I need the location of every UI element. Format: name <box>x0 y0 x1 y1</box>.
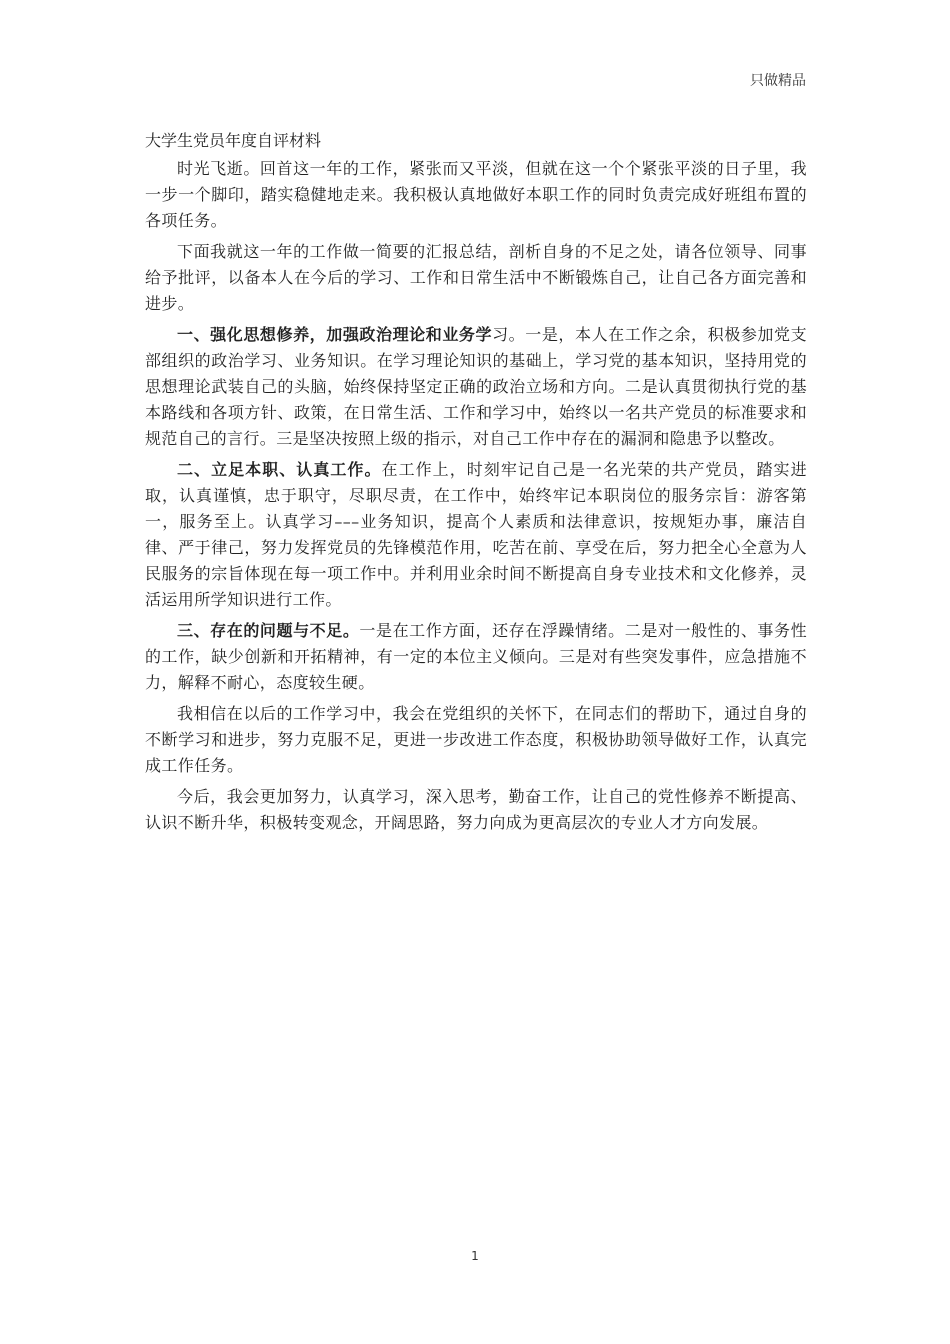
paragraph-2 <box>145 239 807 317</box>
paragraph-1 <box>145 156 807 234</box>
paragraph-text: 一是在工作方面，还存在浮躁情绪。二是对一般性的、事务性的工作，缺少创新和开拓精神，有一定的本位主义倾向。三是对有些突发事件，应急措施不力，解释不耐心，态度较生硬。 <box>145 621 807 692</box>
paragraph-text: 今后，我会更加努力，认真学习，深入思考，勤奋工作，让自己的党性修养不断提高、认识不断升华，积极转变观念，开阔思路，努力向成为更高层次的专业人才方向发展。 <box>145 787 807 832</box>
paragraph-5 <box>145 618 807 696</box>
document-title: 大学生党员年度自评材料 <box>145 131 322 150</box>
paragraph-text: 在工作上，时刻牢记自己是一名光荣的共产党员，踏实进取，认真谨慎，忠于职守，尽职尽责，在工作中，始终牢记本职岗位的服务宗旨：游客第一，服务至上。认真学习–––业务知识，提高个人素质和法律意识，按规矩办事，廉洁自律、严于律己，努力发挥党员的先锋模范作用，吃苦在前、享受在后，努力把全心全意为人民服务的宗旨体现在每一项工作中。并利用业余时间不断提高自身专业技术和文化修养，灵活运用所学知识进行工作。 <box>145 460 807 609</box>
paragraph-7 <box>145 784 807 836</box>
section-heading-3: 三、存在的问题与不足。 <box>177 621 360 640</box>
paragraph-text: 时光飞逝。回首这一年的工作，紧张而又平淡，但就在这一个个紧张平淡的日子里，我一步一个脚印，踏实稳健地走来。我积极认真地做好本职工作的同时负责完成好班组布置的各项任务。 <box>145 159 807 230</box>
paragraph-3 <box>145 322 807 452</box>
header-note: 只做精品 <box>750 73 806 89</box>
paragraph-4 <box>145 457 807 613</box>
section-heading-1: 一、强化思想修养，加强政治理论和业务学 <box>177 325 493 344</box>
document-body <box>145 128 807 841</box>
page-number: 1 <box>471 1249 479 1263</box>
paragraph-text: 习。一是，本人在工作之余，积极参加党支部组织的政治学习、业务知识。在学习理论知识的基础上，学习党的基本知识，坚持用党的思想理论武装自己的头脑，始终保持坚定正确的政治立场和方向。二是认真贯彻执行党的基本路线和各项方针、政策，在日常生活、工作和学习中，始终以一名共产党员的标准要求和规范自己的言行。三是坚决按照上级的指示，对自己工作中存在的漏洞和隐患予以整改。 <box>145 325 807 448</box>
section-heading-2: 二、立足本职、认真工作。 <box>177 460 382 479</box>
paragraph-6 <box>145 701 807 779</box>
paragraph-text: 下面我就这一年的工作做一简要的汇报总结，剖析自身的不足之处，请各位领导、同事给予批评，以备本人在今后的学习、工作和日常生活中不断锻炼自己，让自己各方面完善和进步。 <box>145 242 807 313</box>
paragraph-text: 我相信在以后的工作学习中，我会在党组织的关怀下，在同志们的帮助下，通过自身的不断学习和进步，努力克服不足，更进一步改进工作态度，积极协助领导做好工作，认真完成工作任务。 <box>145 704 807 775</box>
